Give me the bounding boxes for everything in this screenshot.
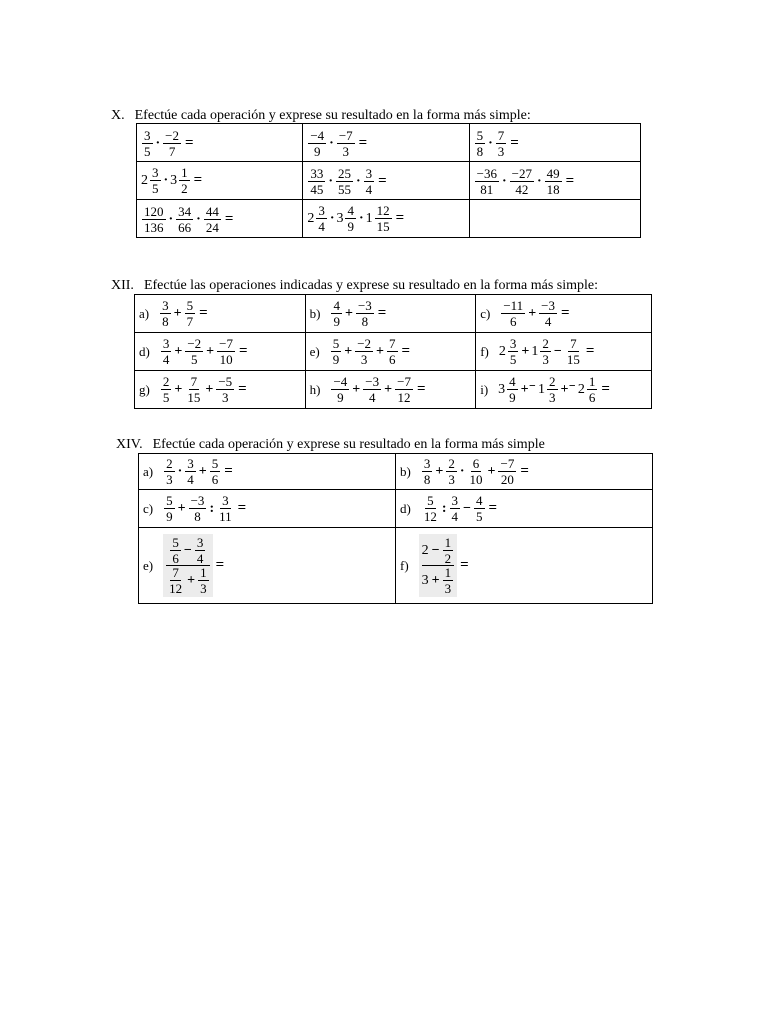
fraction-expression: c) $\frac{-11}{6}$ + $\frac{-3}{4}$ = — [480, 298, 570, 329]
exercise-cell — [137, 200, 303, 238]
exercise-cell — [139, 490, 396, 528]
fraction-expression: h) $\frac{-4}{9}$ + $\frac{-3}{4}$ + $\frac{-7}{12}$ = — [309, 374, 426, 405]
exercise-cell — [135, 333, 306, 371]
fraction-expression: f) 2 $\frac{3}{5}$ + 1 $\frac{2}{3}$ − $\frac{7}{15}$ = — [480, 336, 595, 367]
exercise-cell — [305, 295, 476, 333]
fraction-expression: $\frac{-36}{81}$ · $\frac{-27}{42}$ · $\frac{49}{18}$ = — [476, 166, 575, 197]
exercise-cell — [476, 371, 652, 409]
exercise-cell — [469, 124, 640, 162]
exercise-label: g) — [139, 381, 150, 397]
complex-fraction: 2 − $\frac{1}{2}$ 3 + $\frac{1}{3}$ — [419, 534, 457, 597]
fraction-expression: d) $\frac{3}{4}$ + $\frac{-2}{5}$ + $\frac{-7}{10}$ = — [139, 336, 248, 367]
section-x-title — [111, 108, 531, 124]
fraction-expression: $\frac{33}{45}$ · $\frac{25}{55}$ · $\frac{3}{4}$ = — [310, 166, 387, 197]
exercise-label: f) — [480, 343, 489, 359]
section-xii-title — [111, 278, 598, 294]
section-instruction: Efectúe cada operación y exprese su resultado en la forma más simple: — [134, 108, 531, 123]
fraction-expression: 2 $\frac{3}{5}$ · 3 $\frac{1}{2}$ = — [141, 165, 203, 196]
fraction-expression: $\frac{5}{8}$ · $\frac{7}{3}$ = — [476, 128, 519, 159]
exercise-cell — [396, 490, 653, 528]
exercise-cell — [469, 162, 640, 200]
exercise-label: f) — [400, 557, 409, 573]
exercise-cell — [305, 371, 476, 409]
exercise-table-xii — [134, 294, 652, 409]
exercise-cell — [137, 162, 303, 200]
exercise-label: e) — [309, 343, 320, 359]
exercise-label: c) — [480, 305, 491, 321]
fraction-expression: g) $\frac{2}{5}$ + $\frac{7}{15}$ + $\frac{-5}{3}$ = — [139, 374, 247, 405]
fraction-expression: f) 2 − $\frac{1}{2}$ 3 + $\frac{1}{3}$ = — [400, 535, 469, 596]
exercise-cell — [137, 124, 303, 162]
exercise-label: d) — [139, 343, 150, 359]
exercise-cell — [305, 333, 476, 371]
exercise-label: a) — [139, 305, 150, 321]
exercise-label: b) — [400, 463, 411, 479]
fraction-expression: e) $\frac{5}{9}$ + $\frac{-2}{3}$ + $\frac{7}{6}$ = — [309, 336, 411, 367]
fraction-expression: a) $\frac{2}{3}$ · $\frac{3}{4}$ + $\frac{5}{6}$ = — [143, 456, 233, 487]
fraction-expression: c) $\frac{5}{9}$ + $\frac{-3}{8}$ : $\frac{3}{11}$ = — [143, 493, 247, 524]
exercise-label: c) — [143, 500, 154, 516]
exercise-table-x — [136, 123, 641, 238]
fraction-expression: d) $\frac{5}{12}$ : $\frac{3}{4}$ − $\frac{4}{5}$ = — [400, 493, 498, 524]
exercise-cell — [396, 454, 653, 490]
section-xiv-title — [116, 437, 545, 453]
fraction-expression: b) $\frac{4}{9}$ + $\frac{-3}{8}$ = — [309, 298, 387, 329]
exercise-label: i) — [480, 381, 489, 397]
exercise-cell — [135, 295, 306, 333]
fraction-expression: $\frac{120}{136}$ · $\frac{34}{66}$ · $\frac{44}{24}$ = — [144, 204, 234, 235]
section-instruction: Efectúe las operaciones indicadas y exprese su resultado en la forma más simple: — [143, 278, 598, 293]
exercise-cell — [476, 295, 652, 333]
complex-fraction: $\frac{5}{6}$ − $\frac{3}{4}$ $\frac{7}{12}$ + $\frac{1}{3}$ — [163, 534, 212, 597]
fraction-expression: i) 3 $\frac{4}{9}$ +⁻ 1 $\frac{2}{3}$ +⁻ 2 $\frac{1}{6}$ = — [480, 374, 610, 405]
exercise-label: d) — [400, 500, 411, 516]
exercise-cell — [396, 528, 653, 604]
exercise-cell — [303, 124, 469, 162]
exercise-label: h) — [309, 381, 321, 397]
fraction-expression: b) $\frac{3}{8}$ + $\frac{2}{3}$ · $\frac{6}{10}$ + $\frac{-7}{20}$ = — [400, 456, 529, 487]
fraction-expression: $\frac{-4}{9}$ · $\frac{-7}{3}$ = — [310, 128, 368, 159]
exercise-cell — [135, 371, 306, 409]
section-number: X. — [111, 108, 125, 123]
fraction-expression: $\frac{3}{5}$ · $\frac{-2}{7}$ = — [144, 128, 194, 159]
exercise-cell — [139, 528, 396, 604]
exercise-label: e) — [143, 557, 154, 573]
section-number: XIV. — [116, 437, 143, 452]
fraction-expression: e) $\frac{5}{6}$ − $\frac{3}{4}$ $\frac{7}{12}$ + $\frac{1}{3}$ = — [143, 535, 225, 596]
section-instruction: Efectúe cada operación y exprese su resultado en la forma más simple — [152, 437, 545, 452]
exercise-table-xiv — [138, 453, 653, 604]
exercise-label: b) — [309, 305, 321, 321]
section-number: XII. — [111, 278, 134, 293]
exercise-cell-empty — [469, 200, 640, 238]
exercise-cell — [476, 333, 652, 371]
exercise-cell — [139, 454, 396, 490]
fraction-expression: a) $\frac{3}{8}$ + $\frac{5}{7}$ = — [139, 298, 208, 329]
exercise-label: a) — [143, 463, 154, 479]
exercise-cell — [303, 200, 469, 238]
exercise-cell — [303, 162, 469, 200]
fraction-expression: 2 $\frac{3}{4}$ · 3 $\frac{4}{9}$ · 1 $\frac{12}{15}$ = — [307, 203, 405, 234]
